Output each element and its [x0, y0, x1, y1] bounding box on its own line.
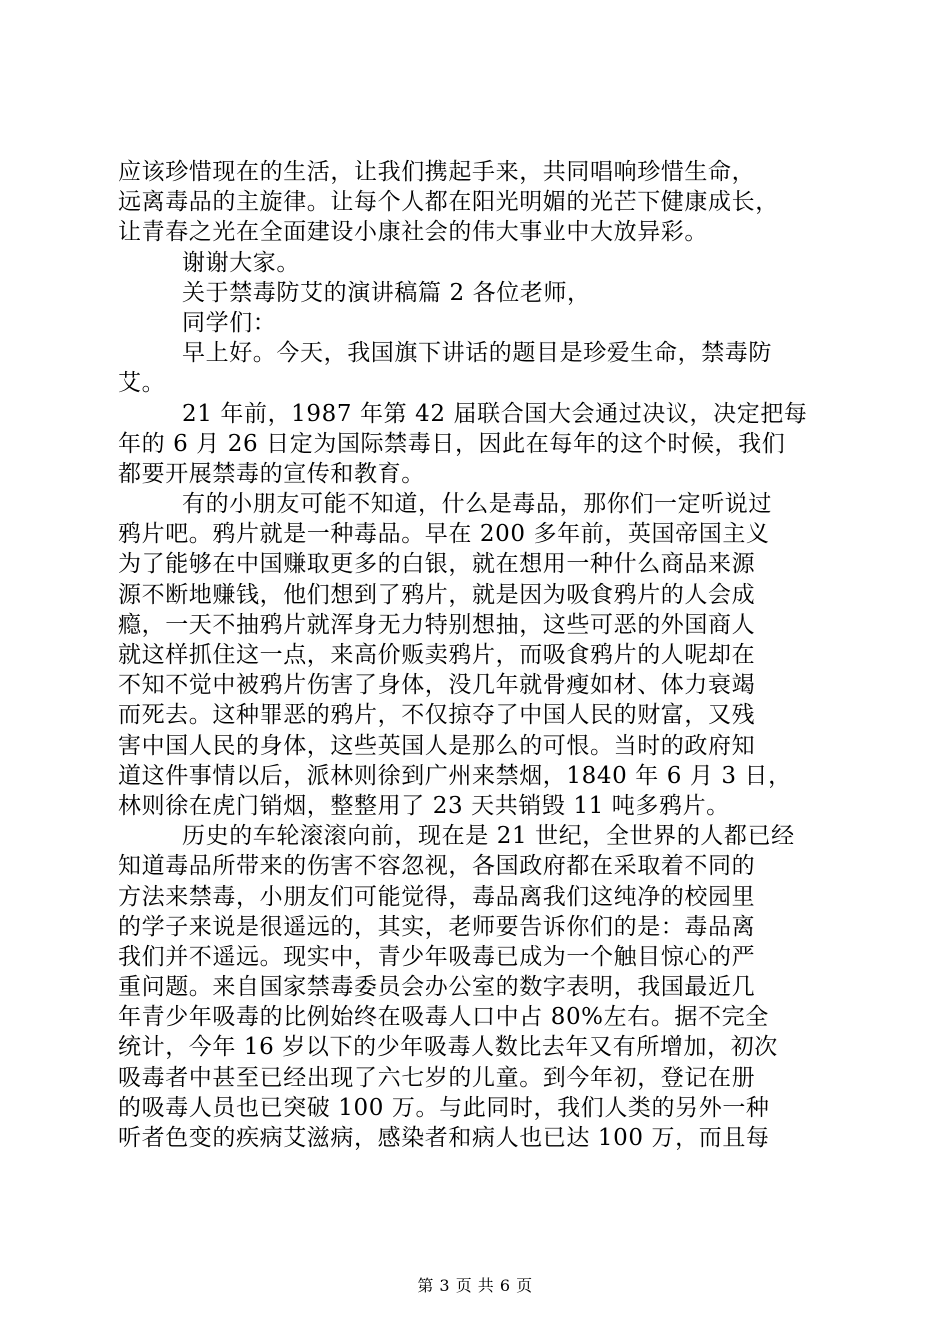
- text-line: 关于禁毒防艾的演讲稿篇 2 各位老师，: [182, 279, 591, 306]
- text-line: 重问题。来自国家禁毒委员会办公室的数字表明，我国最近几: [118, 974, 756, 1001]
- text-line: 害中国人民的身体，这些英国人是那么的可恨。当时的政府知: [118, 732, 756, 759]
- text-line: 而死去。这种罪恶的鸦片，不仅掠夺了中国人民的财富，又残: [118, 702, 756, 729]
- text-line: 方法来禁毒，小朋友们可能觉得，毒品离我们这纯净的校园里: [118, 883, 756, 910]
- text-line: 不知不觉中被鸦片伤害了身体，没几年就骨瘦如材、体力衰竭: [118, 672, 756, 699]
- text-line: 就这样抓住这一点，来高价贩卖鸦片，而吸食鸦片的人呢却在: [118, 642, 756, 668]
- text-line: 谢谢大家。: [182, 249, 300, 276]
- page-footer: 第 3 页 共 6 页: [417, 1276, 533, 1295]
- text-line: 的吸毒人员也已突破 100 万。与此同时，我们人类的另外一种: [118, 1094, 770, 1121]
- text-line: 年青少年吸毒的比例始终在吸毒人口中占 80%左右。据不完全: [118, 1004, 769, 1031]
- text-line: 年的 6 月 26 日定为国际禁毒日，因此在每年的这个时候，我们: [118, 430, 786, 457]
- text-line: 都要开展禁毒的宣传和教育。: [118, 460, 425, 487]
- text-line: 同学们：: [182, 309, 277, 336]
- text-line: 早上好。今天，我国旗下讲话的题目是珍爱生命，禁毒防: [182, 340, 772, 367]
- text-line: 林则徐在虎门销烟，整整用了 23 天共销毁 11 吨多鸦片。: [118, 792, 730, 819]
- text-line: 源不断地赚钱，他们想到了鸦片，就是因为吸食鸦片的人会成: [118, 581, 756, 608]
- body-text: [118, 157, 834, 1153]
- text-line: 历史的车轮滚滚向前，现在是 21 世纪，全世界的人都已经: [182, 823, 795, 850]
- text-line: 的学子来说是很遥远的，其实，老师要告诉你们的是：毒品离: [118, 913, 756, 940]
- text-line: 统计，今年 16 岁以下的少年吸毒人数比去年又有所增加，初次: [118, 1034, 778, 1061]
- text-line: 鸦片吧。鸦片就是一种毒品。早在 200 多年前，英国帝国主义: [118, 521, 770, 548]
- text-line: 我们并不遥远。现实中，青少年吸毒已成为一个触目惊心的严: [118, 943, 756, 970]
- text-line: 知道毒品所带来的伤害不容忽视，各国政府都在采取着不同的: [118, 853, 756, 880]
- text-line: 吸毒者中甚至已经出现了六七岁的儿童。到今年初，登记在册: [118, 1064, 756, 1091]
- text-line: 艾。: [118, 370, 166, 397]
- text-line: 21 年前，1987 年第 42 届联合国大会通过决议，决定把每: [182, 400, 808, 427]
- text-line: 远离毒品的主旋律。让每个人都在阳光明媚的光芒下健康成长，: [118, 189, 779, 216]
- text-line: 有的小朋友可能不知道，什么是毒品，那你们一定听说过: [182, 491, 772, 518]
- text-line: 道这件事情以后，派林则徐到广州来禁烟，1840 年 6 月 3 日，: [118, 762, 792, 789]
- text-line: 瘾，一天不抽鸦片就浑身无力特别想抽，这些可恶的外国商人: [118, 611, 756, 638]
- text-line: 听者色变的疾病艾滋病，感染者和病人也已达 100 万，而且每: [118, 1125, 770, 1151]
- text-line: 应该珍惜现在的生活，让我们携起手来，共同唱响珍惜生命，: [118, 159, 756, 185]
- text-line: 为了能够在中国赚取更多的白银，就在想用一种什么商品来源: [118, 551, 756, 578]
- text-line: 让青春之光在全面建设小康社会的伟大事业中大放异彩。: [118, 219, 708, 246]
